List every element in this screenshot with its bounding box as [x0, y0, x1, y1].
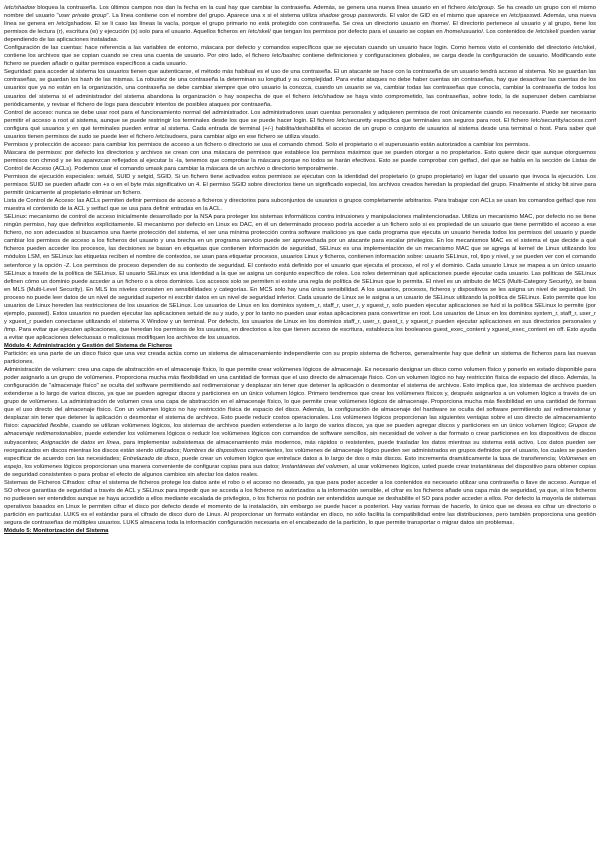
- term-shadow-group-passwords: shadow group passwords: [319, 13, 386, 20]
- paragraph-access-control: Control de acceso: nunca se debe usar root para el funcionamiento normal del administrador. Los administradores usan cuentas personales y adquieren permisos de root únicamente cuando es necesario. Puede ser necesario permitir el acceso a root al sistema, aunque se puede restringir los terminales desde los que se puede hacer login. El fichero /etc/securetty especifica que terminales son seguros para root. El fichero /etc/securitty/access.conf configura qué usuarios y en qué terminales pueden entrar al sistema. Cada entrada de terminal (+/-) habilita/deshabilita el acceso de un grupo o conjunto de usuarios al sistema desde una terminal o host. Para saber qué usuarios tienen permisos de sudo se puede leer el fichero /etc/sudoers, para cambiar algo en ese fichero se utiliza visudo.: [4, 109, 596, 140]
- paragraph-volume-administration: Administración de volumen: crea una capa de abstracción en el almacenaje físico, lo que permite crear volúmenes lógicos de almacenaje. Es necesario designar un disco como volumen físico y ponerlo en estado disponible para poder asignarlo a un grupo de volúmenes. Proporciona mucha más flexibilidad en una cantidad de formas que el uso directo de almacenaje físico. Con un volumen lógico no hay restricción física de espacio del disco. Además, la configuración de "almacenaje físico" se oculta del software permitiendo así redimensionar y desplazar sin tener que detener la aplicación o desmontar el sistema de archivos. Esto implica que, los sistemas de archivos pueden extenderse a lo largo de varios discos, ya que se pueden agregar discos y particiones en un único volumen lógico. Primero tendremos que crear los volúmenes físicos y, después asignarlos a un volumen lógico a través de un grupo de volúmenes. La administración de volumen crea una capa de abstracción en el almacenaje físico, lo que permite crear volúmenes lógicos de almacenaje. Proporciona mucha más flexibilidad en una cantidad de formas que el uso directo del almacenaje físico. Con un volumen lógico no hay restricción física de espacio del disco. Además, la configuración de almacenaje del hardware se oculta del software permitiendo así redimensionar y desplazar sin tener que detener la aplicación o desmontar el sistema de archivos. Esto puede reducir costos operacionales. Los volúmenes lógicos proporcionan las siguientes ventajas sobre el uso directo de almacenamiento físico: capacidad flexible, cuando se utilizan volúmenes lógicos, los sistemas de archivos pueden extenderse a lo largo de varios discos, ya que se pueden agregar discos y particiones en un único volumen lógico; Grupos de almacenaje redimensionables, puede extender los volúmenes lógicos o reducir los volúmenes lógicos con comandos de software sencillos, sin necesidad de volver a dar formato o crear particiones en los dispositivos de discos subyacentes; Asignación de datos en línea, para implementar subsistemas de almacenamiento más modernos, más rápidos o resistentes, puede trasladar los datos mientras su sistema está activo. Los datos pueden ser reorganizados en discos mientras los discos están siendo utilizados; Nombres de dispositivos convenientes, los volúmenes de almacenaje lógico pueden ser administrados en grupos definidos por el usuario, los cuales se pueden especificar de acuerdo con las necesidades; Entrelazado de disco, puede crear un volumen lógico que entrelace datos a lo largo de dos o más discos. Esto incrementa dramáticamente la tasa de transferencia; Volúmenes en espejo, los volúmenes lógicos proporcionan una manera conveniente de configurar copias para sus datos; Instantáneas del volumen, al usar volúmenes lógicos, usted puede crear instantáneas del dispositivo para obtener copias de seguridad consistentes o para probar el efecto de algunos cambios sin afectar los datos reales.: [4, 367, 597, 478]
- paragraph-security: Seguridad: para acceder al sistema los usuarios tienen que autenticarse, el método más habitual es el uso de una contraseña. El un atacante se hace con la contraseña de un usuario tendrá acceso al sistema. No se guardan las contraseñas, se guardan los hash de las mismas. La robustez de una contraseña la determinan su longitud y su complejidad. Para evitar ataques no debe haber cuentas sin contraseñas, hay que desactivar las cuentas de los usuarios que ya no están en la organización, una contraseña se debe cambiar siempre que otro usuario la conozca, cuando un usuario se va, cambiar todas las contraseñas que conocía, cambiar la contraseña de todos los usuarios del sistema si el administrador del sistema abandona la organización o hay sospecha de que el fichero /etc/shadow se haya visto comprometido, las contraseñas, sobre todo, la de superuser deben cambiarse periódicamente, y revisar el fichero de logs para descubrir intentos de posibles ataques por contraseña.: [4, 69, 596, 108]
- paragraph-new-user-files: /etc/shadow bloquea la contraseña. Los últimos campos nos dan la fecha en la cual hay que cambiar la contraseña. Además, se genera una nueva línea usuario en el fichero /etc/group. Se ha creado un grupo con el mismo nombre del usuario "user private group". La línea contiene con el nombre del grupo. Aparece una x si el sistema utiliza shadow group passwords. El valor de GID es el mismo que aparece en /etc/passwd. Además, una nueva línea se genera en /etc/gshadow. El se li caso las líneas la vacía, porque el grupo primario no está protegido con contraseña. Se crea un directorio usuario en /home/. El directorio pertenece al usuario y al grupo, tiene los permisos de lectura (r), escritura (w) y ejecución (x) solo para el usuario. Aquellos ficheros en /etc/skel/ que tengan los permisos por defecto para el usuario se copian en /home/usuario/. Los contenidos de /etc/skel/ pueden variar dependiendo de las aplicaciones instaladas.: [4, 5, 596, 44]
- path-group: /etc/group: [467, 5, 494, 11]
- section-heading-module-5: Módulo 5: Monitorización del Sistema: [4, 528, 109, 535]
- section-heading-module-4: Módulo 4: Administración y Gestión del Sistema de Ficheros: [4, 342, 173, 349]
- paragraph-acl: Lista de Control de Acceso: las ACLs permiten definir permisos de acceso a ficheros y directorios para subconjuntos de usuarios o grupos completamente arbitrarios. Para trabajar con ACLs se usan los comandos getfacl que nos muestra el contenido de la ACL y setfacl que se usa para definir entradas en la ACL.: [4, 198, 596, 213]
- paragraph-encrypted-filesystems: Sistemas de Ficheros Cifrados: cifrar el sistema de ficheros protege los datos ante el robo o el acceso no deseado, ya que para poder acceder a los contenidos es necesario utilizar una contraseña o llave de acceso. Aunque el SO ofrece garantías de seguridad a través de ACL y SELinux para impedir que se acceda a los ficheros no autorizados a la información sensible, el cifrar es los ficheros añade una capa más de seguridad, ya que, si los ficheros no pudiesen ser entendidos aunque se haya accedido a ellos mediante escalada de privilegios, o los ficheros no podrán ser entendidos aunque se deshabilite el SO para poder acceder a ellos. Por defecto la mayoría de sistemas operativos basados en Linux le permiten cifrar el disco por defecto desde el momento de la instalación, sin embargo se puede hacer a posteriori. Hay varias formas de hacerlo, lo único que se desea es cifrar un directorio o partición en particular. LUKS es el estándar para el cifrado de disco duro de Linux. Al proporcionar un formato estándar en disco, no sólo facilita la compatibilidad entre las distribuciones, pero también proporciona una gestión segura de contraseñas de múltiples usuarios. LUKS almacena toda la información configuración necesaria en el encabezado de la partición, lo que permite transportar o migrar datos sin problemas.: [4, 479, 596, 526]
- paragraph-selinux: SELinux: mecanismo de control de acceso inicialmente desarrollado por la NSA para proteger los sistemas informáticos contra intrusiones y manipulaciones malintencionadas. Utiliza un mecanismo MAC, por defecto no se tiene ningún permiso, hay que definirlos explícitamente. El mecanismo por defecto en Linux es DAC, en él un determinado proceso podría acceder a un fichero solo si es propiedad de un usuario que tiene permitido el acceso a ese fichero, no son adecuados si buscamos una fuerte protección del sistema, el ser una mínima protección contra software malicioso ya que cada programa que ejecuta un usuario hereda todos los permisos del usuario y puede cambiar los permisos de acceso a los ficheros del usuario y una brecha en un programa servicio puede ser aprovechada por un atacante para escalar privilegios. En los mecanismos MAC es el sistema el que decide a qué ficheros pueden acceder los procesos, las decisiones se basan en etiquetas que contienen información de seguridad, SELinux es una implementación de un mecanismo MAC que se agrega al kernel de Linux utilizando los módulos LSM, en SELinux las etiquetas reciben el nombre de contextos, se usan para etiquetar procesos, usuarios Linux y ficheros, contienen información sobre: usuario SELinux, rol, tipo y nivel, y se pueden ver con el comando setenforce y la opción -Z. Los permisos de proceso dependen de su contexto de seguridad. El contexto está definido por el usuario que ejecuta el proceso, el rol y el dominio. Cada usuario Linux se mapea a un único usuario SELinux a través de la política de SELinux. El usuario SELinux es una identidad a la que se asigna un conjunto específico de roles. Los roles determinan qué aplicaciones puede ejecutar cada usuario. Las políticas de SELinux definen cómo un dominio puede acceder a un fichero o a otros dominios. Los accesos solo se permiten si existe una regla de política de SELinux que lo permita. El nivel es un atributo de MCS (Multi-Category Security), se basa en MLS (Multi-Level Security). En MLS los niveles consisten en sensibilidades y categorías. En MCS solo hay una única sensibilidad. A los usuarios, procesos, ficheros y dispositivos se les asigna un nivel de seguridad. Un proceso no puede leer datos de un nivel de seguridad superior ni escribir datos en un nivel de seguridad inferior. Cada usuario de Linux se le asigna a un usuario de SELinux utilizando la política de SELinux. Esto permite que los usuarios de Linux hereden las restricciones de los usuarios de SELinux. Los usuarios de Linux en los dominios system_r, staff_r, user_r, y xguest_r, solo pueden ejecutar aplicaciones se fuid si la política SELinux lo permite (por ejemplo, passwd). Estos usuarios no pueden ejecutar las aplicaciones setuid de su y sudo, y por lo tanto no pueden usar estas aplicaciones para convertirse en root. Los usuarios de Linux en los dominios system_r, staff_r, user_r y xguest_r pueden conectarse utilizando el sistema X Window y un terminal. Por defecto, los usuarios de Linux en los dominios staff_r, user_r, guest_r, y xguest_r pueden ejecutar aplicaciones en sus directorios personales y /tmp. Para evitar que ejecuten aplicaciones, que heredan los permisos de los usuarios, en directorios a los que tienen acceso de escritura, establezca los booleanos guest_exec_content y xguest_exec_content en off. Esto ayuda a evitar que aplicaciones defectuosas o maliciosas modifiquen los archivos de los usuarios.: [4, 214, 596, 341]
- term-user-private-group: user private group: [58, 13, 107, 20]
- paragraph-permission-mask: Máscara de permisos: por defecto los directorios y archivos se crean con una máscara de permisos que establece los permisos máximos que se pueden otorgar a no propietarios. Esto quiere decir que aunque otorguemos permisos con chmod y se les aparezcan reflejados al ejecutar ls -la, tenemos que comprobar la máscara porque no todos se harán efectivos. Esto se puede comprobar con getfacl, del que se habla en la sección de Listas de Control de Acceso (ACLs). Podemos usar el comando umask para cambiar la máscara de un archivo o directorio temporalmente.: [4, 149, 596, 172]
- paragraph-partition: Partición: es una parte de un disco físico que una vez creada actúa como un sistema de almacenamiento independiente con su propio sistema de ficheros, generalmente hay que definir un sistema de ficheros para las nuevas particiones.: [4, 351, 596, 366]
- path-shadow: /etc/shadow: [4, 5, 36, 11]
- paragraph-permissions: Permisos y protección de acceso: para cambiar los permisos de acceso a un fichero o directorio se usa el comando chmod. Solo el propietario o el superusuario están autorizados a cambiar los permisos.: [4, 141, 530, 148]
- paragraph-account-configuration: Configuración de las cuentas: hace referencia a las variables de entorno, máscara por defecto y comandos específicos que se ejecutan cuando un usuario hace login. Como hemos visto el contenido del directorio /etc/skel, contiene los archivos que se copian cuando se crea una cuenta de usuario. Por otro lado, el fichero /etc/bashrc contiene definiciones y configuraciones globales, se carga desde la configuración de usuario. Modificando este fichero se pueden añadir o quitar permisos específicos a cada usuario.: [4, 45, 596, 68]
- paragraph-special-permissions: Permisos de ejecución especiales: setuid, SUID y setgid, SGID. Si un fichero tiene activados estos permisos se ejecutan con la identidad del propietario (o grupo propietario) en lugar del usuario que invoca la ejecución. Los permisos SUID se pueden añadir con +s o en el byte más significativo un 4. El permiso SGID sobre directorios tiene un significado especial, los archivos creados heredan la propiedad del grupo. Finalmente el sticky bit sirve para permitir únicamente al propietario eliminar un fichero.: [4, 173, 596, 197]
